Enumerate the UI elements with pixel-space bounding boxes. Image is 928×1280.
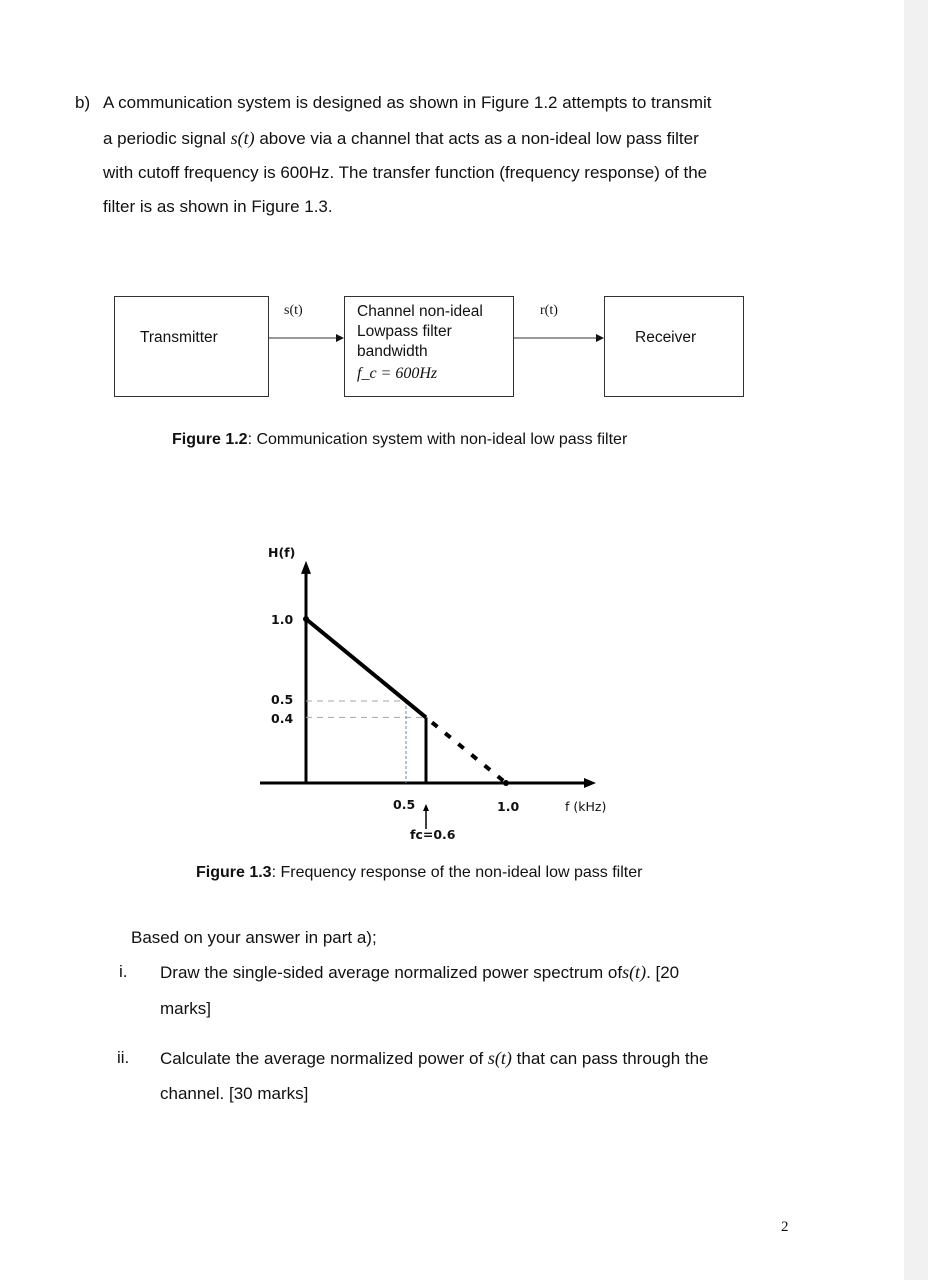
receiver-label: Receiver [635,329,697,346]
x-tick-0.5: 0.5 [393,797,416,812]
channel-line-2: Lowpass filter [357,323,452,340]
x-tick-1.0: 1.0 [497,799,520,814]
point-1.0-khz [503,780,509,786]
part-i-text: Draw the single-sided average normalized power spectrum ofs(t). [20 [160,962,680,982]
x-axis-label: f (kHz) [565,799,607,814]
question-label: b) [75,93,91,112]
y-axis-arrowhead [301,561,311,574]
question-line-3: with cutoff frequency is 600Hz. The transfer function (frequency response) of the [103,163,708,182]
page-number: 2 [781,1219,789,1235]
figure-1-3-caption: Figure 1.3: Frequency response of the non-ideal low pass filter [196,864,643,881]
response-dashed-line [432,722,506,783]
figure-1-2-caption: Figure 1.2: Communication system with non-ideal low pass filter [172,431,628,448]
channel-fc: f_c = 600Hz [357,365,438,382]
response-solid-line [306,619,426,717]
cutoff-arrowhead [423,804,429,811]
y-tick-0.4: 0.4 [271,711,294,726]
part-ii-label: ii. [117,1048,130,1067]
part-ii-text-cont: channel. [30 marks] [160,1084,309,1103]
part-i-label: i. [119,962,128,981]
part-i-text-cont: marks] [160,999,211,1018]
y-axis-label: H(f) [268,545,296,560]
cutoff-label: fc=0.6 [410,827,456,842]
channel-line-1: Channel non-ideal [357,303,483,320]
channel-line-3: bandwidth [357,343,428,360]
y-tick-1.0: 1.0 [271,612,294,627]
y-tick-0.5: 0.5 [271,692,294,707]
part-ii-text: Calculate the average normalized power of s(t) that can pass through the [160,1048,709,1068]
transmitter-label: Transmitter [140,329,218,346]
point-1.0 [303,616,309,622]
s-label: s(t) [284,303,303,318]
question-line-4: filter is as shown in Figure 1.3. [103,197,333,216]
r-label: r(t) [540,303,558,318]
x-axis-arrowhead [584,778,596,788]
parts-intro: Based on your answer in part a); [131,928,377,947]
question-line-2: a periodic signal s(t) above via a channel that acts as a non-ideal low pass filter [103,128,699,148]
question-line-1: A communication system is designed as shown in Figure 1.2 attempts to transmit [103,93,712,112]
